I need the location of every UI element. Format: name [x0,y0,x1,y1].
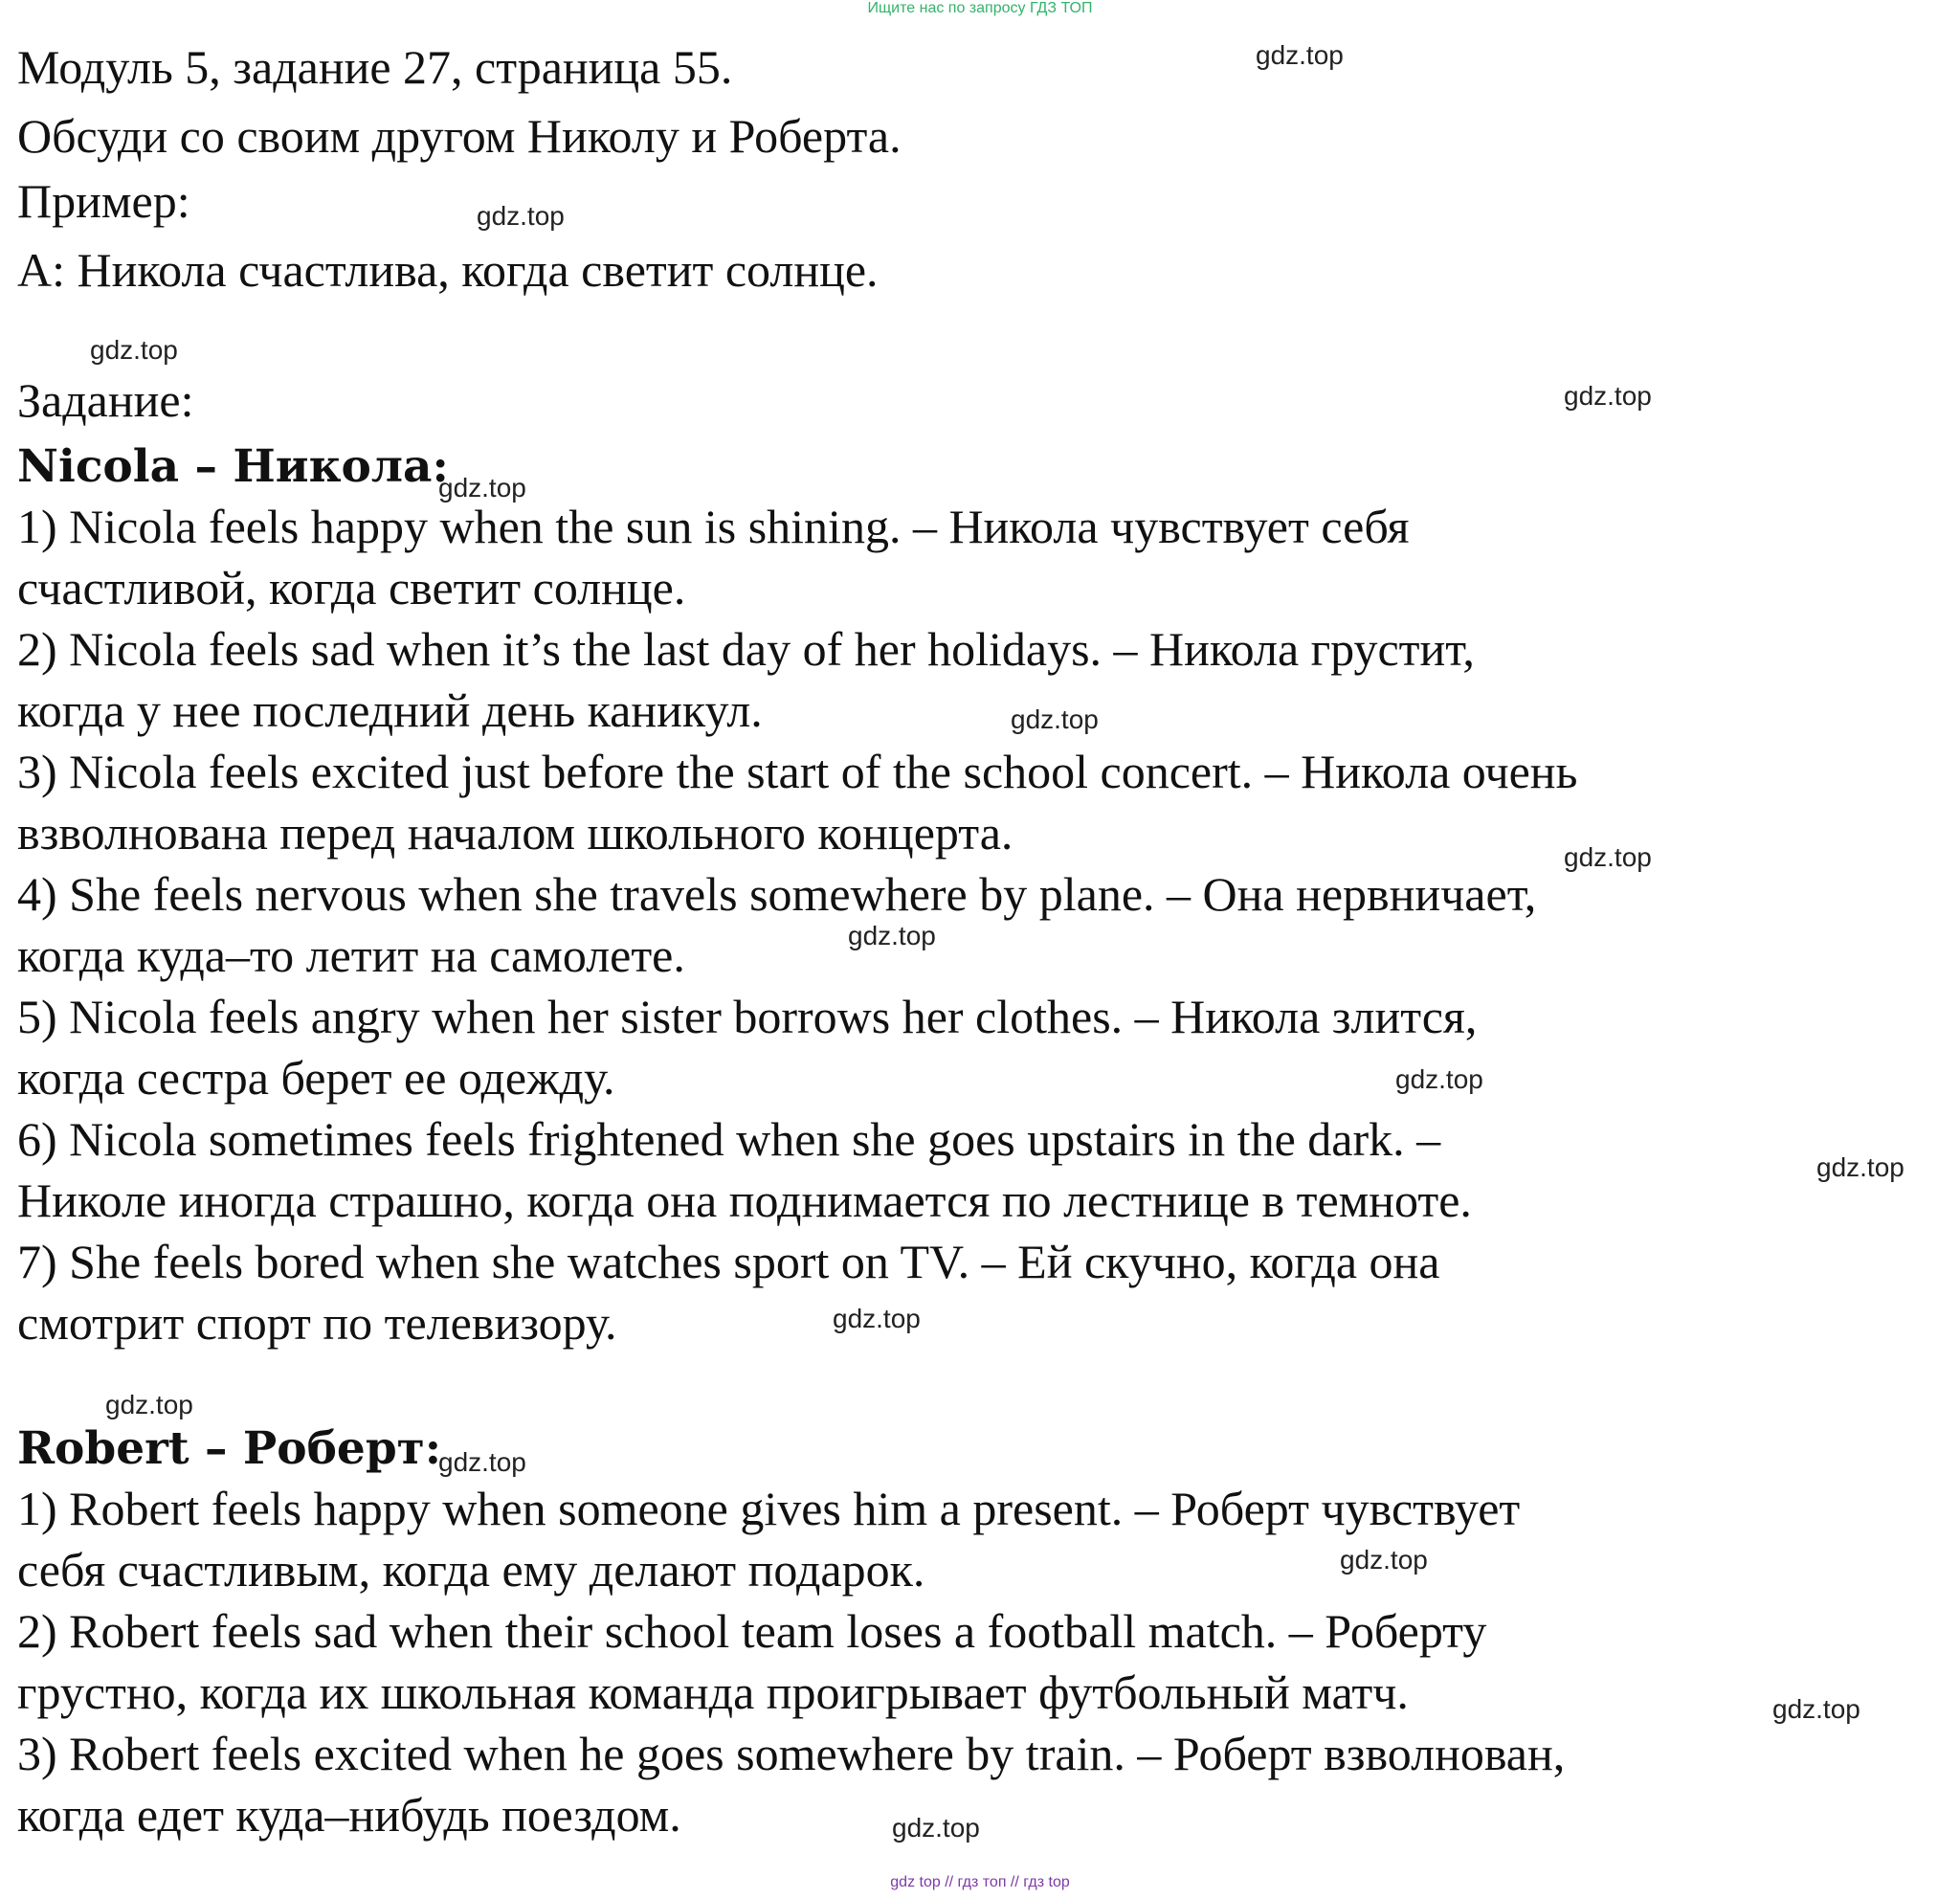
watermark: gdz.top [477,201,565,231]
robert-line: грустно, когда их школьная команда проигрывает футбольный матч. [17,1665,1409,1719]
task-instruction: Обсуди со своим другом Николу и Роберта. [17,109,902,163]
top-banner[interactable]: Ищите нас по запросу ГДЗ ТОП [867,0,1093,16]
watermark: gdz.top [892,1813,980,1843]
watermark: gdz.top [90,335,178,365]
watermark: gdz.top [1564,381,1652,411]
nicola-line: когда сестра берет ее одежду. [17,1051,615,1105]
nicola-line: 4) She feels nervous when she travels somewhere by plane. – Она нервничает, [17,867,1537,921]
nicola-line: 7) She feels bored when she watches sport on TV. – Ей скучно, когда она [17,1235,1440,1288]
task-label: Задание: [17,373,194,427]
nicola-line: 1) Nicola feels happy when the sun is shining. – Никола чувствует себя [17,500,1410,553]
nicola-line: когда куда–то летит на самолете. [17,928,685,982]
module-title: Модуль 5, задание 27, страница 55. [17,40,733,94]
robert-line: 1) Robert feels happy when someone gives him a present. – Роберт чувствует [17,1482,1521,1535]
nicola-line: 5) Nicola feels angry when her sister borrows her clothes. – Никола злится, [17,990,1478,1043]
robert-heading: Robert – Роберт: [17,1422,442,1475]
footer-links[interactable]: gdz top // гдз топ // гдз top [890,1874,1070,1890]
watermark: gdz.top [833,1304,921,1333]
watermark: gdz.top [105,1390,193,1419]
robert-line: 3) Robert feels excited when he goes somewhere by train. – Роберт взволнован, [17,1727,1566,1780]
robert-line: себя счастливым, когда ему делают подарок. [17,1543,925,1597]
nicola-line: когда у нее последний день каникул. [17,683,763,737]
nicola-line: смотрит спорт по телевизору. [17,1296,617,1350]
nicola-line: счастливой, когда светит солнце. [17,561,686,614]
nicola-line: взволнована перед началом школьного концерта. [17,806,1013,860]
watermark: gdz.top [438,473,526,503]
nicola-line: 6) Nicola sometimes feels frightened when she goes upstairs in the dark. – [17,1112,1441,1166]
watermark: gdz.top [1395,1064,1483,1094]
watermark: gdz.top [1564,842,1652,872]
watermark: gdz.top [1772,1694,1860,1724]
nicola-line: Николе иногда страшно, когда она поднимается по лестнице в темноте. [17,1173,1472,1227]
watermark: gdz.top [438,1447,526,1477]
watermark: gdz.top [1340,1545,1428,1575]
robert-line: 2) Robert feels sad when their school team loses a football match. – Роберту [17,1604,1487,1658]
nicola-heading: Nicola – Никола: [17,440,449,493]
nicola-line: 2) Nicola feels sad when it’s the last day of her holidays. – Никола грустит, [17,622,1475,676]
watermark: gdz.top [1256,40,1344,70]
watermark: gdz.top [848,921,936,950]
example-label: Пример: [17,174,190,228]
watermark: gdz.top [1816,1152,1904,1182]
example-text: A: Никола счастлива, когда светит солнце. [17,243,879,297]
robert-line: когда едет куда–нибудь поездом. [17,1788,681,1842]
watermark: gdz.top [1011,704,1099,734]
nicola-line: 3) Nicola feels excited just before the start of the school concert. – Никола очень [17,745,1578,798]
